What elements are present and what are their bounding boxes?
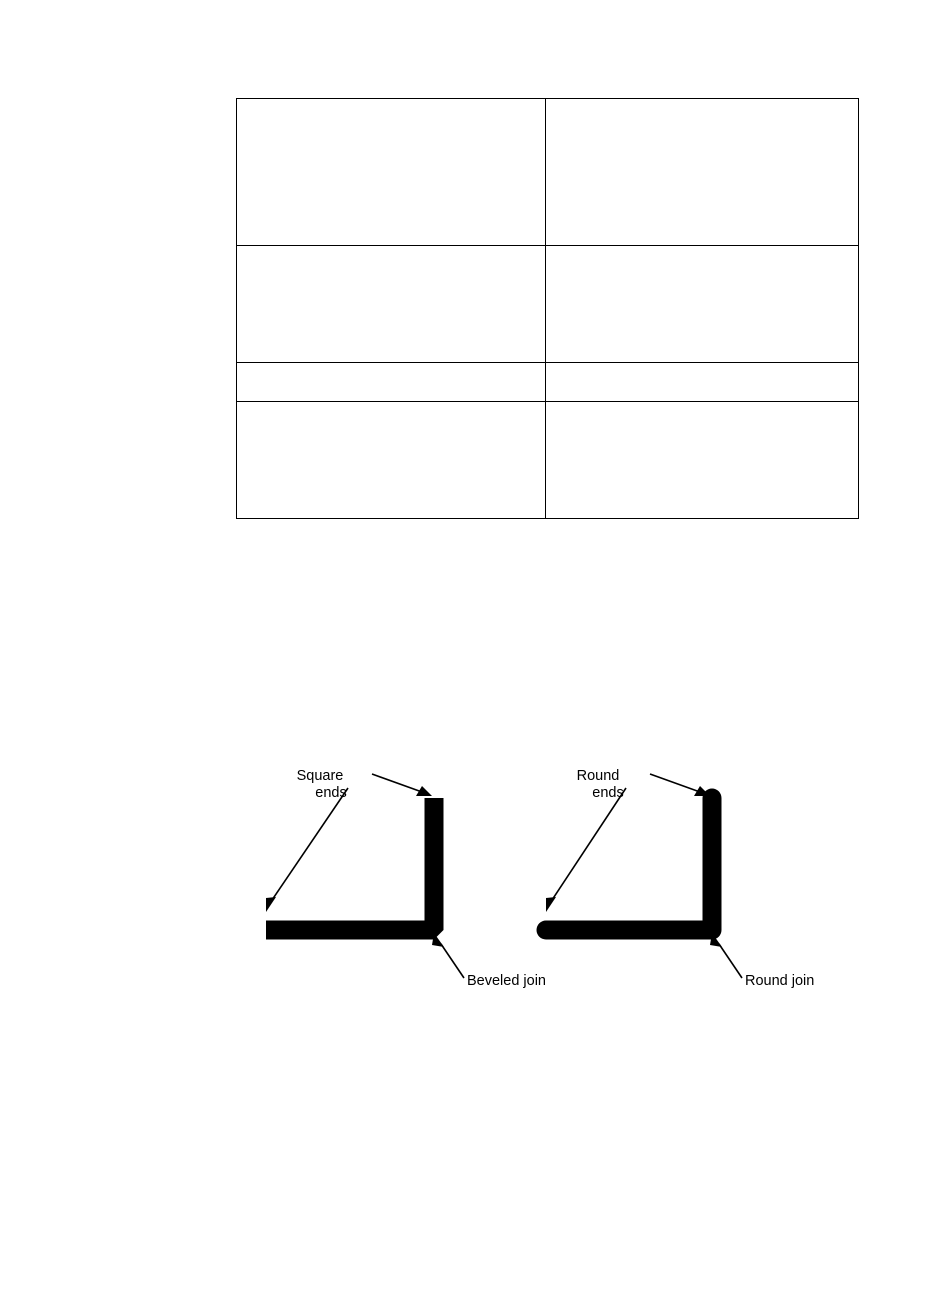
beveled-join-leader xyxy=(432,933,464,978)
table-row xyxy=(237,99,859,246)
table-cell-right xyxy=(546,246,859,363)
table-cell-left xyxy=(237,363,546,402)
table-cell-left xyxy=(237,246,546,363)
round-ends-left-leader xyxy=(546,788,626,912)
round-ends-label-line2: ends xyxy=(592,785,624,801)
round-ends-stroke xyxy=(546,798,712,930)
square-ends-diagram xyxy=(266,768,546,989)
beveled-join-label: Beveled join xyxy=(467,973,546,989)
table-row xyxy=(237,402,859,519)
content-table xyxy=(236,98,859,519)
table-cell-right xyxy=(546,363,859,402)
table-cell-left xyxy=(237,99,546,246)
square-ends-stroke xyxy=(266,798,434,930)
round-ends-label-line1: Round xyxy=(576,768,620,784)
table-cell-right xyxy=(546,99,859,246)
round-join-label: Round join xyxy=(745,973,815,989)
square-ends-top-leader xyxy=(372,774,432,796)
round-join-leader xyxy=(710,933,742,978)
square-ends-label-line2: ends xyxy=(315,785,347,801)
table-cell-left xyxy=(237,402,546,519)
round-ends-top-leader xyxy=(650,774,710,796)
table-cell-right xyxy=(546,402,859,519)
table-row xyxy=(237,363,859,402)
round-ends-diagram xyxy=(546,768,814,989)
square-ends-label-line1: Square xyxy=(296,768,344,784)
line-caps-joins-figure xyxy=(236,740,836,1010)
square-ends-left-leader xyxy=(266,788,348,912)
table-row xyxy=(237,246,859,363)
